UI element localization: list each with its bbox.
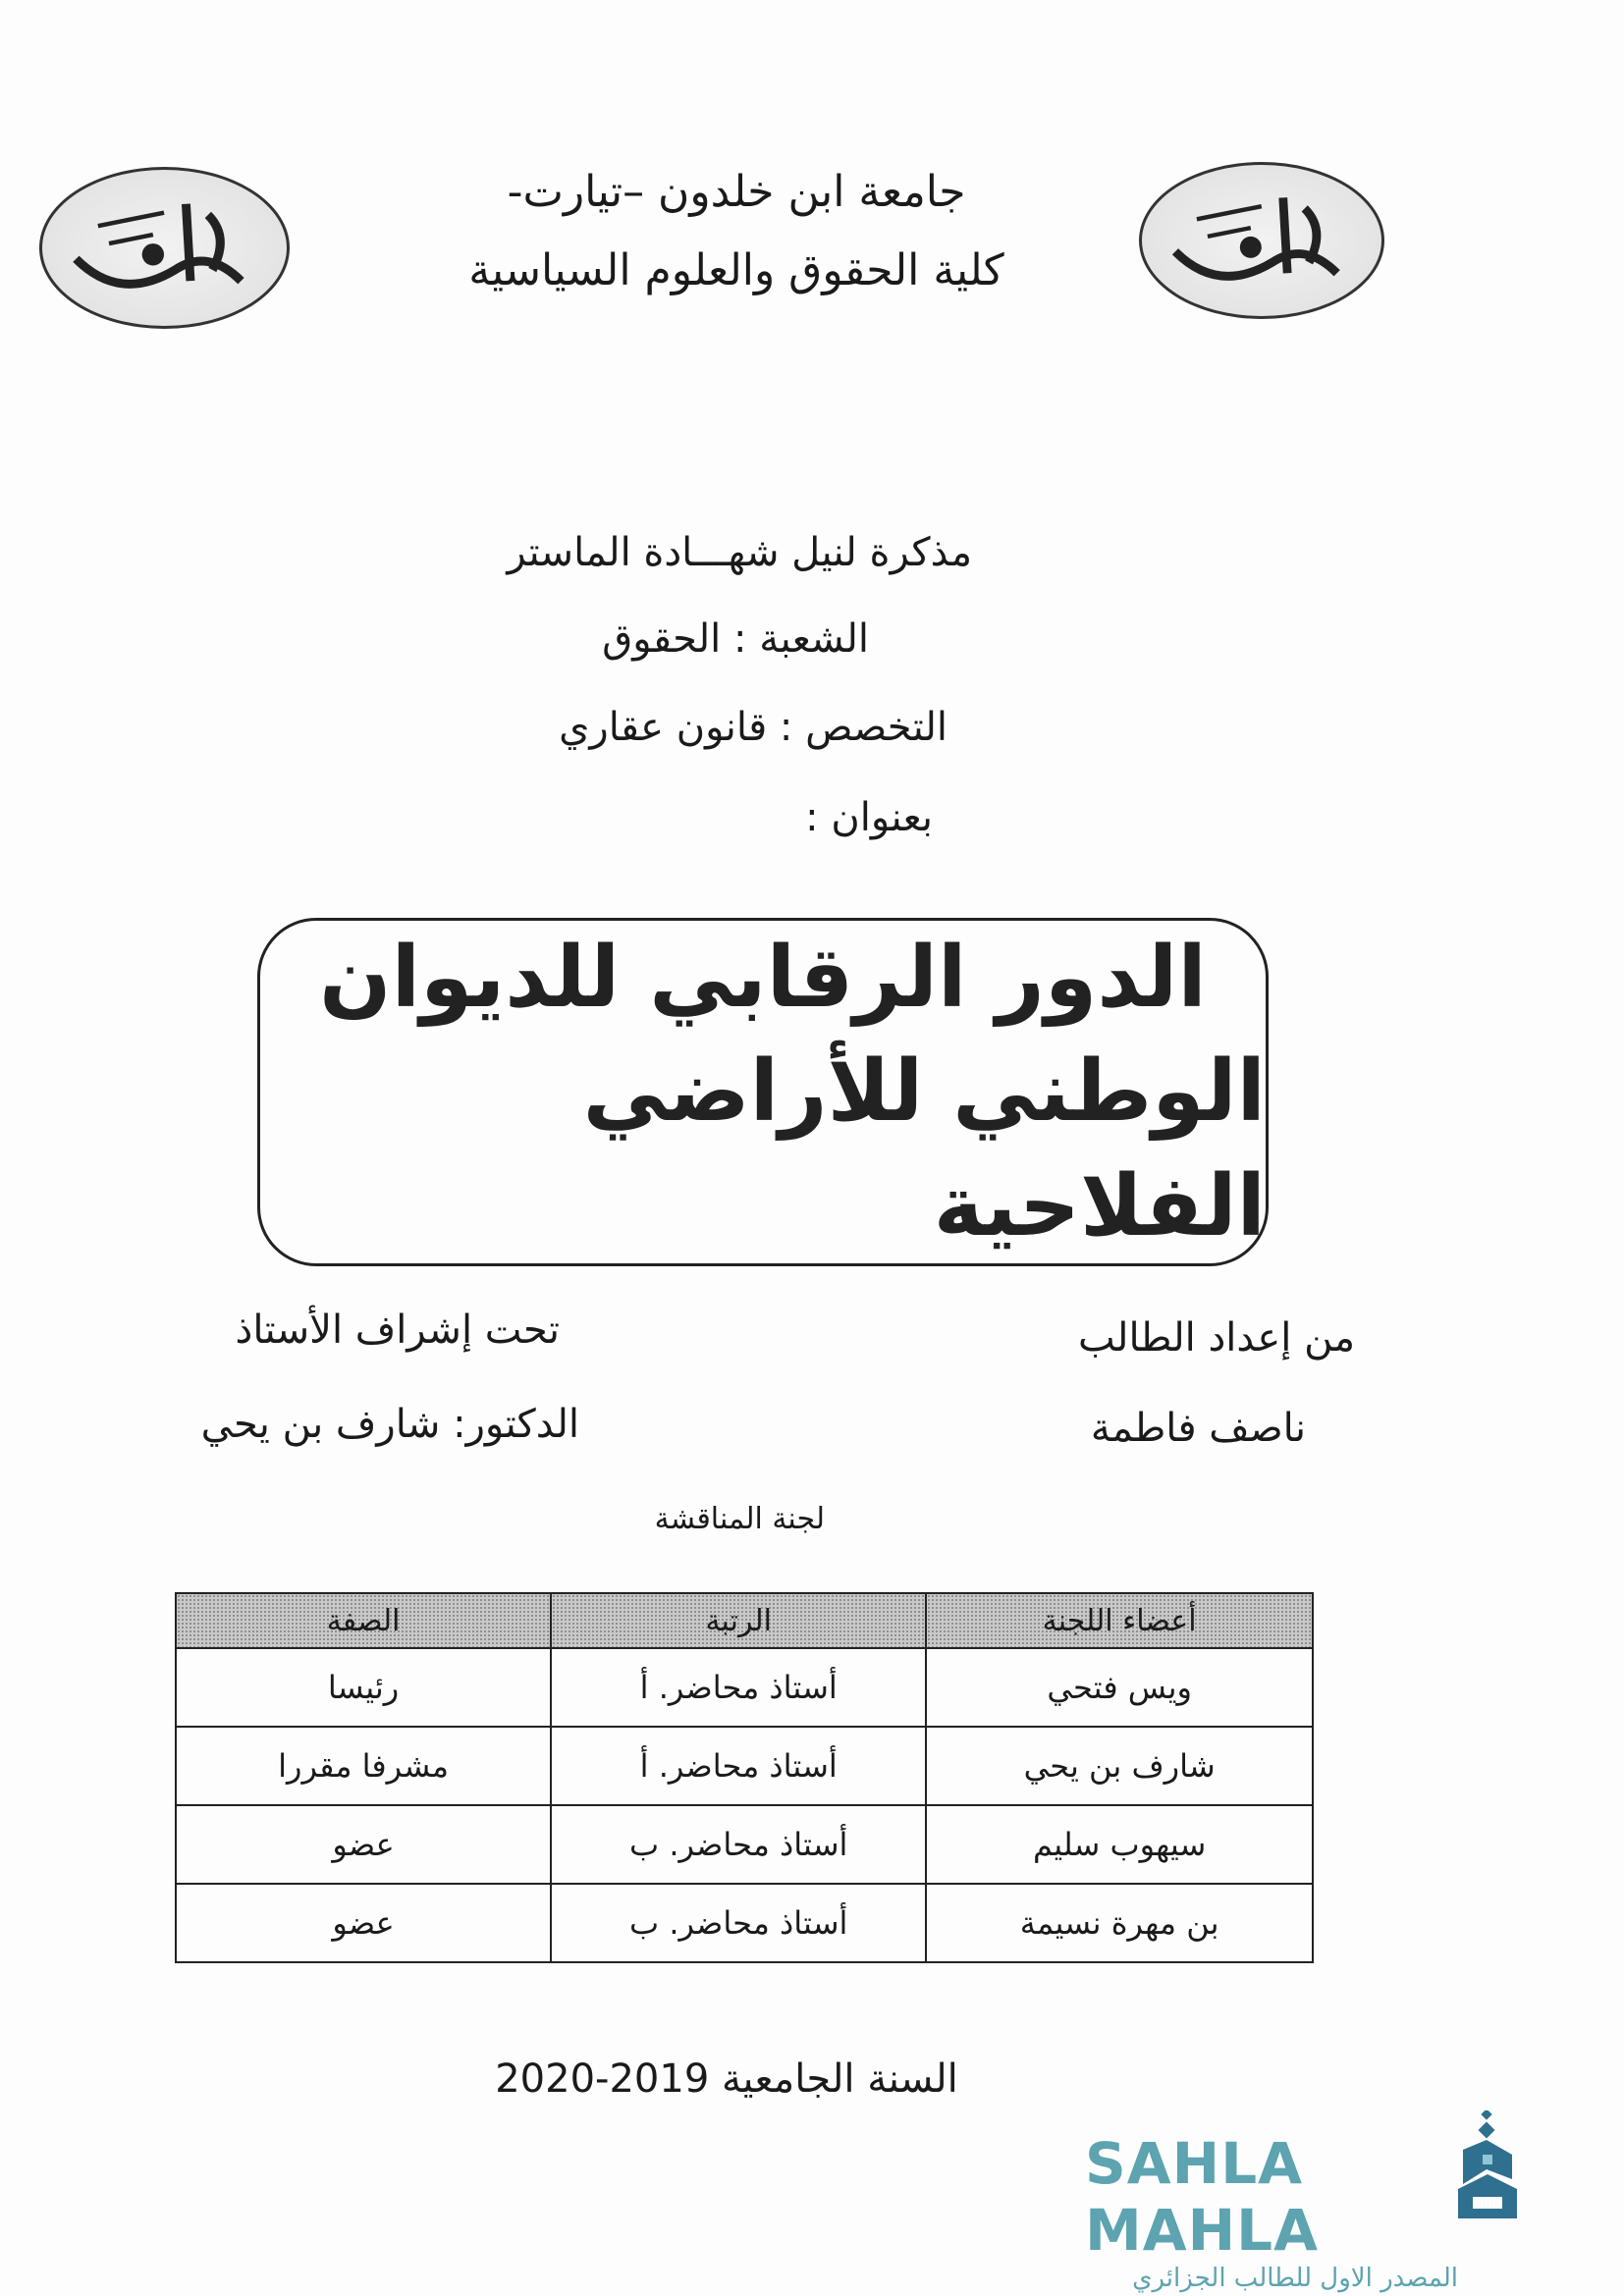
table-row [176,1805,1313,1884]
member-name: بن مهرة نسيمة [926,1884,1313,1962]
table-row [176,1648,1313,1727]
university-name: جامعة ابن خلدون –تيارت- [507,167,966,217]
student-label: من إعداد الطالب [1078,1315,1355,1361]
member-role: رئيسا [176,1648,551,1727]
watermark-tagline: المصدر الاول للطالب الجزائري [1132,2264,1458,2293]
header-rank: الرتبة [551,1593,926,1648]
calligraphy-seal-icon [54,178,274,318]
table-row [176,1884,1313,1962]
member-rank: أستاذ محاضر. ب [551,1805,926,1884]
member-name: سيهوب سليم [926,1805,1313,1884]
watermark-logo [1085,2130,1458,2293]
branch-line: الشعبة : الحقوق [602,616,869,662]
thesis-title-box [257,918,1269,1266]
table-header-row [176,1593,1313,1648]
student-name: ناصف فاطمة [1090,1406,1306,1451]
header-role: الصفة [176,1593,551,1648]
member-name: ويس فتحي [926,1648,1313,1727]
university-seal-right [1139,162,1384,319]
committee-caption: لجنة المناقشة [654,1502,825,1536]
table-row [176,1727,1313,1805]
degree-line: مذكرة لنيل شهـــادة الماستر [507,530,972,575]
member-rank: أستاذ محاضر. أ [551,1727,926,1805]
member-rank: أستاذ محاضر. ب [551,1884,926,1962]
committee-table [175,1592,1314,1963]
member-role: عضو [176,1805,551,1884]
faculty-name: كلية الحقوق والعلوم السياسية [468,245,1004,295]
thesis-title-line-1: الدور الرقابي للديوان [319,929,1207,1028]
supervisor-name: الدكتور: شارف بن يحي [200,1402,579,1447]
specialty-line: التخصص : قانون عقاري [559,705,947,750]
header-members: أعضاء اللجنة [926,1593,1313,1648]
supervisor-label: تحت إشراف الأستاذ [235,1308,560,1353]
watermark-brand: SAHLA MAHLA [1085,2130,1319,2264]
member-role: عضو [176,1884,551,1962]
watermark-calligraphy-icon [1453,2110,1522,2223]
member-rank: أستاذ محاضر. أ [551,1648,926,1727]
member-role: مشرفا مقررا [176,1727,551,1805]
academic-year: السنة الجامعية 2019-2020 [495,2056,958,2102]
university-seal-left [39,167,290,329]
member-name: شارف بن يحي [926,1727,1313,1805]
calligraphy-seal-icon [1154,173,1370,309]
thesis-title-line-2: الوطني للأراضي الفلاحية [582,1042,1266,1255]
title-label: بعنوان : [805,795,933,840]
